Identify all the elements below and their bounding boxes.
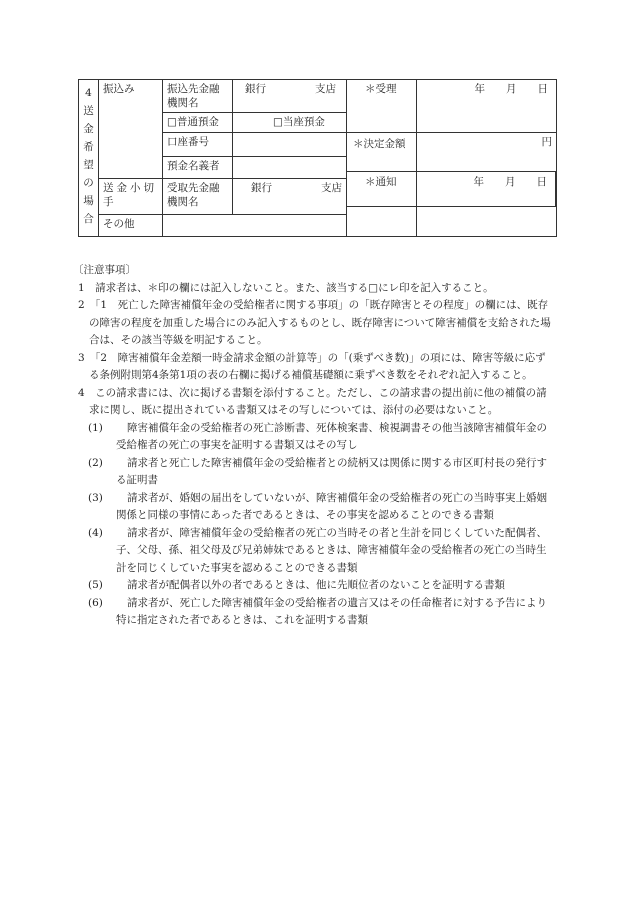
subitem-text: 請求者が、障害補償年金の受給権者の死亡の当時その者と生計を同じくしていた配偶者、子、父母、孫、祖父母及び兄弟姉妹であるときは、障害補償年金の受給権者の死亡の当時生計を同じくしていた事実を認めることのできる書類 <box>116 526 547 574</box>
section-char: 合 <box>83 213 94 225</box>
receipt-date-field <box>417 80 557 133</box>
branch-suffix: 支店 <box>321 182 342 194</box>
notes-header: 〔注意事項〕 <box>73 264 136 276</box>
subitem-number: (2) <box>88 456 103 469</box>
account-number-label: 口座番号 <box>163 133 233 157</box>
transfer-label: 振込み <box>99 80 163 179</box>
subitem-text: 請求者が、死亡した障害補償年金の受給権者の遺言又はその任命権者に対する予告により特に指定された者であるときは、これを証明する書類 <box>116 596 547 626</box>
month-unit: 月 <box>505 176 516 188</box>
account-holder-field[interactable] <box>233 157 347 179</box>
section-char: 希 <box>83 141 94 153</box>
remittance-check-text: 送金小切手 <box>103 182 157 208</box>
notify-label: ＊通知 <box>347 172 417 206</box>
remittance-form-table <box>78 79 557 237</box>
subitem-text: 請求者が配偶者以外の者であるときは、他に先順位者のないことを証明する書類 <box>127 579 505 591</box>
other-label: その他 <box>99 215 163 237</box>
section-number: 4 <box>85 87 92 99</box>
current-deposit-checkbox[interactable]: □当座預金 <box>233 113 347 133</box>
section-char: の <box>83 177 94 189</box>
receipt-label: ＊受理 <box>347 80 417 133</box>
account-number-field[interactable] <box>233 133 347 157</box>
section-char: 場 <box>83 195 94 207</box>
subitem-number: (1) <box>88 421 103 434</box>
account-holder-label: 預金名義者 <box>163 157 233 179</box>
bank-suffix: 銀行 <box>245 83 266 95</box>
recv-bank-field[interactable] <box>233 179 347 215</box>
subitem-text: 請求者と死亡した障害補償年金の受給権者との続柄又は関係に関する市区町村長の発行する証明書 <box>116 456 547 486</box>
bank-name-field[interactable] <box>233 80 347 113</box>
note-subitem-6 <box>88 595 556 630</box>
note-subitem-2 <box>88 455 556 490</box>
recv-bank-label: 受取先金融機関名 <box>163 179 233 215</box>
note-subitem-4 <box>88 525 556 578</box>
yen-unit: 円 <box>541 136 552 148</box>
note-subitem-5 <box>88 577 556 595</box>
ordinary-deposit-checkbox[interactable]: □普通預金 <box>163 113 233 133</box>
decision-amount-label: ＊決定金額 <box>347 133 417 179</box>
subitem-text: 請求者が、婚姻の届出をしていないが、障害補償年金の受給権者の死亡の当時事実上婚姻関係と同様の事情にあった者であるときは、その事実を認めることのできる書類 <box>116 491 547 521</box>
notify-row <box>346 171 556 207</box>
remittance-check-label <box>99 179 163 215</box>
note-subitem-3 <box>88 490 556 525</box>
note-item-3: 3 「2 障害補償年金差額一時金請求金額の計算等」の「(乗ずべき数)」の項には、障害等級に応ずる条例附則第4条第1項の表の右欄に掲げる補償基礎額に乗ずべき数をそれぞれ記入すること。 <box>78 351 546 381</box>
month-unit: 月 <box>506 83 517 95</box>
notes-section <box>73 262 556 630</box>
subitem-number: (6) <box>88 596 103 609</box>
subitem-number: (5) <box>88 579 103 591</box>
section-char: 送 <box>83 105 94 117</box>
section-4-header <box>79 80 99 237</box>
bank-suffix: 銀行 <box>251 182 272 194</box>
note-item-4: 4 この請求書には、次に掲げる書類を添付すること。ただし、この請求書の提出前に他の補償の請求に関し、既に提出されている書類又はその写しについては、添付の必要はないこと。 <box>78 386 547 416</box>
day-unit: 日 <box>536 176 547 188</box>
year-unit: 年 <box>473 176 484 188</box>
branch-suffix: 支店 <box>315 83 336 95</box>
note-item-1: 1 請求者は、＊印の欄には記入しないこと。また、該当する□にレ印を記入すること。 <box>78 281 494 294</box>
subitem-text: 障害補償年金の受給権者の死亡診断書、死体検案書、検視調書その他当該障害補償年金の受給権者の死亡の事実を証明する書類又はその写し <box>116 421 547 451</box>
section-char: 金 <box>83 123 94 135</box>
note-item-2: 2 「1 死亡した障害補償年金の受給権者に関する事項」の「既存障害とその程度」の欄には、既存の障害の程度を加重した場合にのみ記入するものとし、既存障害について障害補償を支給された場合は、その該当等級を明記すること。 <box>78 299 551 346</box>
subitem-number: (3) <box>88 491 103 504</box>
section-char: 望 <box>83 159 94 171</box>
other-field[interactable] <box>163 215 347 237</box>
note-subitem-1 <box>88 420 556 455</box>
notify-date-field <box>417 172 555 206</box>
day-unit: 日 <box>537 83 548 95</box>
bank-name-label: 振込先金融機関名 <box>163 80 233 113</box>
year-unit: 年 <box>474 83 485 95</box>
subitem-number: (4) <box>88 526 103 539</box>
